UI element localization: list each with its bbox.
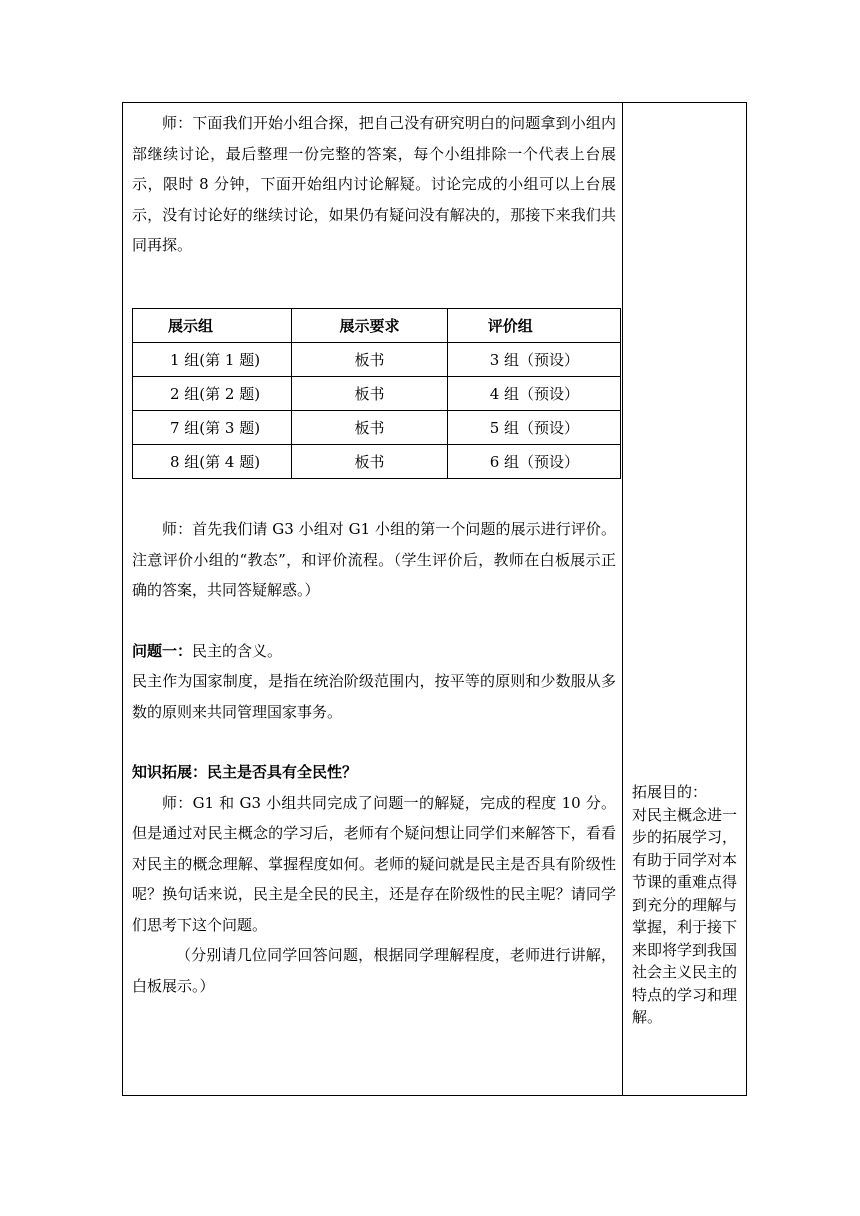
extension-heading: 知识拓展：民主是否具有全民性？: [132, 763, 358, 781]
side-note-body: 对民主概念进一步的拓展学习，有助于同学对本节课的重难点得到充分的理解与掌握，利于接下来即将学到我国社会主义民主的特点的学习和理解。: [632, 805, 738, 1026]
table-header-row: [133, 309, 621, 343]
side-note: [632, 781, 738, 1029]
table-cell: 4 组（预设）: [447, 377, 620, 411]
header-evaluating-group: 评价组: [447, 309, 620, 343]
header-requirement: 展示要求: [292, 309, 447, 343]
table-cell: 板书: [292, 445, 447, 479]
evaluation-paragraph: 师：首先我们请 G3 小组对 G1 小组的第一个问题的展示进行评价。注意评价小组的“教态”，和评价流程。（学生评价后，教师在白板展示正确的答案，共同答疑解惑。）: [132, 520, 616, 599]
table-row: [133, 343, 621, 377]
table-cell: 3 组（预设）: [447, 343, 620, 377]
table-cell: 8 组(第 4 题): [133, 445, 292, 479]
question-one-label: 问题一：: [132, 641, 193, 660]
table-cell: 板书: [292, 343, 447, 377]
table-row: [133, 445, 621, 479]
table-cell: 板书: [292, 377, 447, 411]
question-one-title: 民主的含义。: [192, 641, 283, 660]
table-cell: 6 组（预设）: [447, 445, 620, 479]
column-divider: [622, 103, 623, 1095]
table-cell: 7 组(第 3 题): [133, 411, 292, 445]
table-cell: 板书: [292, 411, 447, 445]
table-cell: 1 组(第 1 题): [133, 343, 292, 377]
table-row: [133, 411, 621, 445]
extension-paragraph: 师：G1 和 G3 小组共同完成了问题一的解疑，完成的程度 10 分。但是通过对民主概念的学习后，老师有个疑问想让同学们来解答下，看看对民主的概念理解、掌握程度如何。老师的疑问就是民主是否具有阶级性呢？换句话来说，民主是全民的民主，还是存在阶级性的民主呢？请同学们思考下这个问题。: [132, 793, 616, 934]
main-content-lower: [132, 514, 616, 1001]
question-one: [132, 636, 616, 667]
extension-note: （分别请几位同学回答问题，根据同学理解程度，老师进行讲解，白板展示。）: [132, 946, 616, 995]
intro-paragraph: 师：下面我们开始小组合探，把自己没有研究明白的问题拿到小组内部继续讨论，最后整理一份完整的答案，每个小组排除一个代表上台展示，限时 8 分钟，下面开始组内讨论解疑。讨论完成的小组可以上台展示，没有讨论好的继续讨论，如果仍有疑问没有解决的，那接下来我们共同再探。: [132, 114, 616, 254]
side-note-title: 拓展目的：: [632, 783, 708, 801]
table-cell: 2 组(第 2 题): [133, 377, 292, 411]
main-content: [132, 103, 616, 261]
table-cell: 5 组（预设）: [447, 411, 620, 445]
header-presenting-group: 展示组: [133, 309, 292, 343]
presentation-table: [132, 308, 621, 479]
table-row: [133, 377, 621, 411]
question-one-body: 民主作为国家制度，是指在统治阶级范围内，按平等的原则和少数服从多数的原则来共同管理国家事务。: [132, 672, 616, 721]
lesson-plan-frame: [122, 102, 747, 1096]
